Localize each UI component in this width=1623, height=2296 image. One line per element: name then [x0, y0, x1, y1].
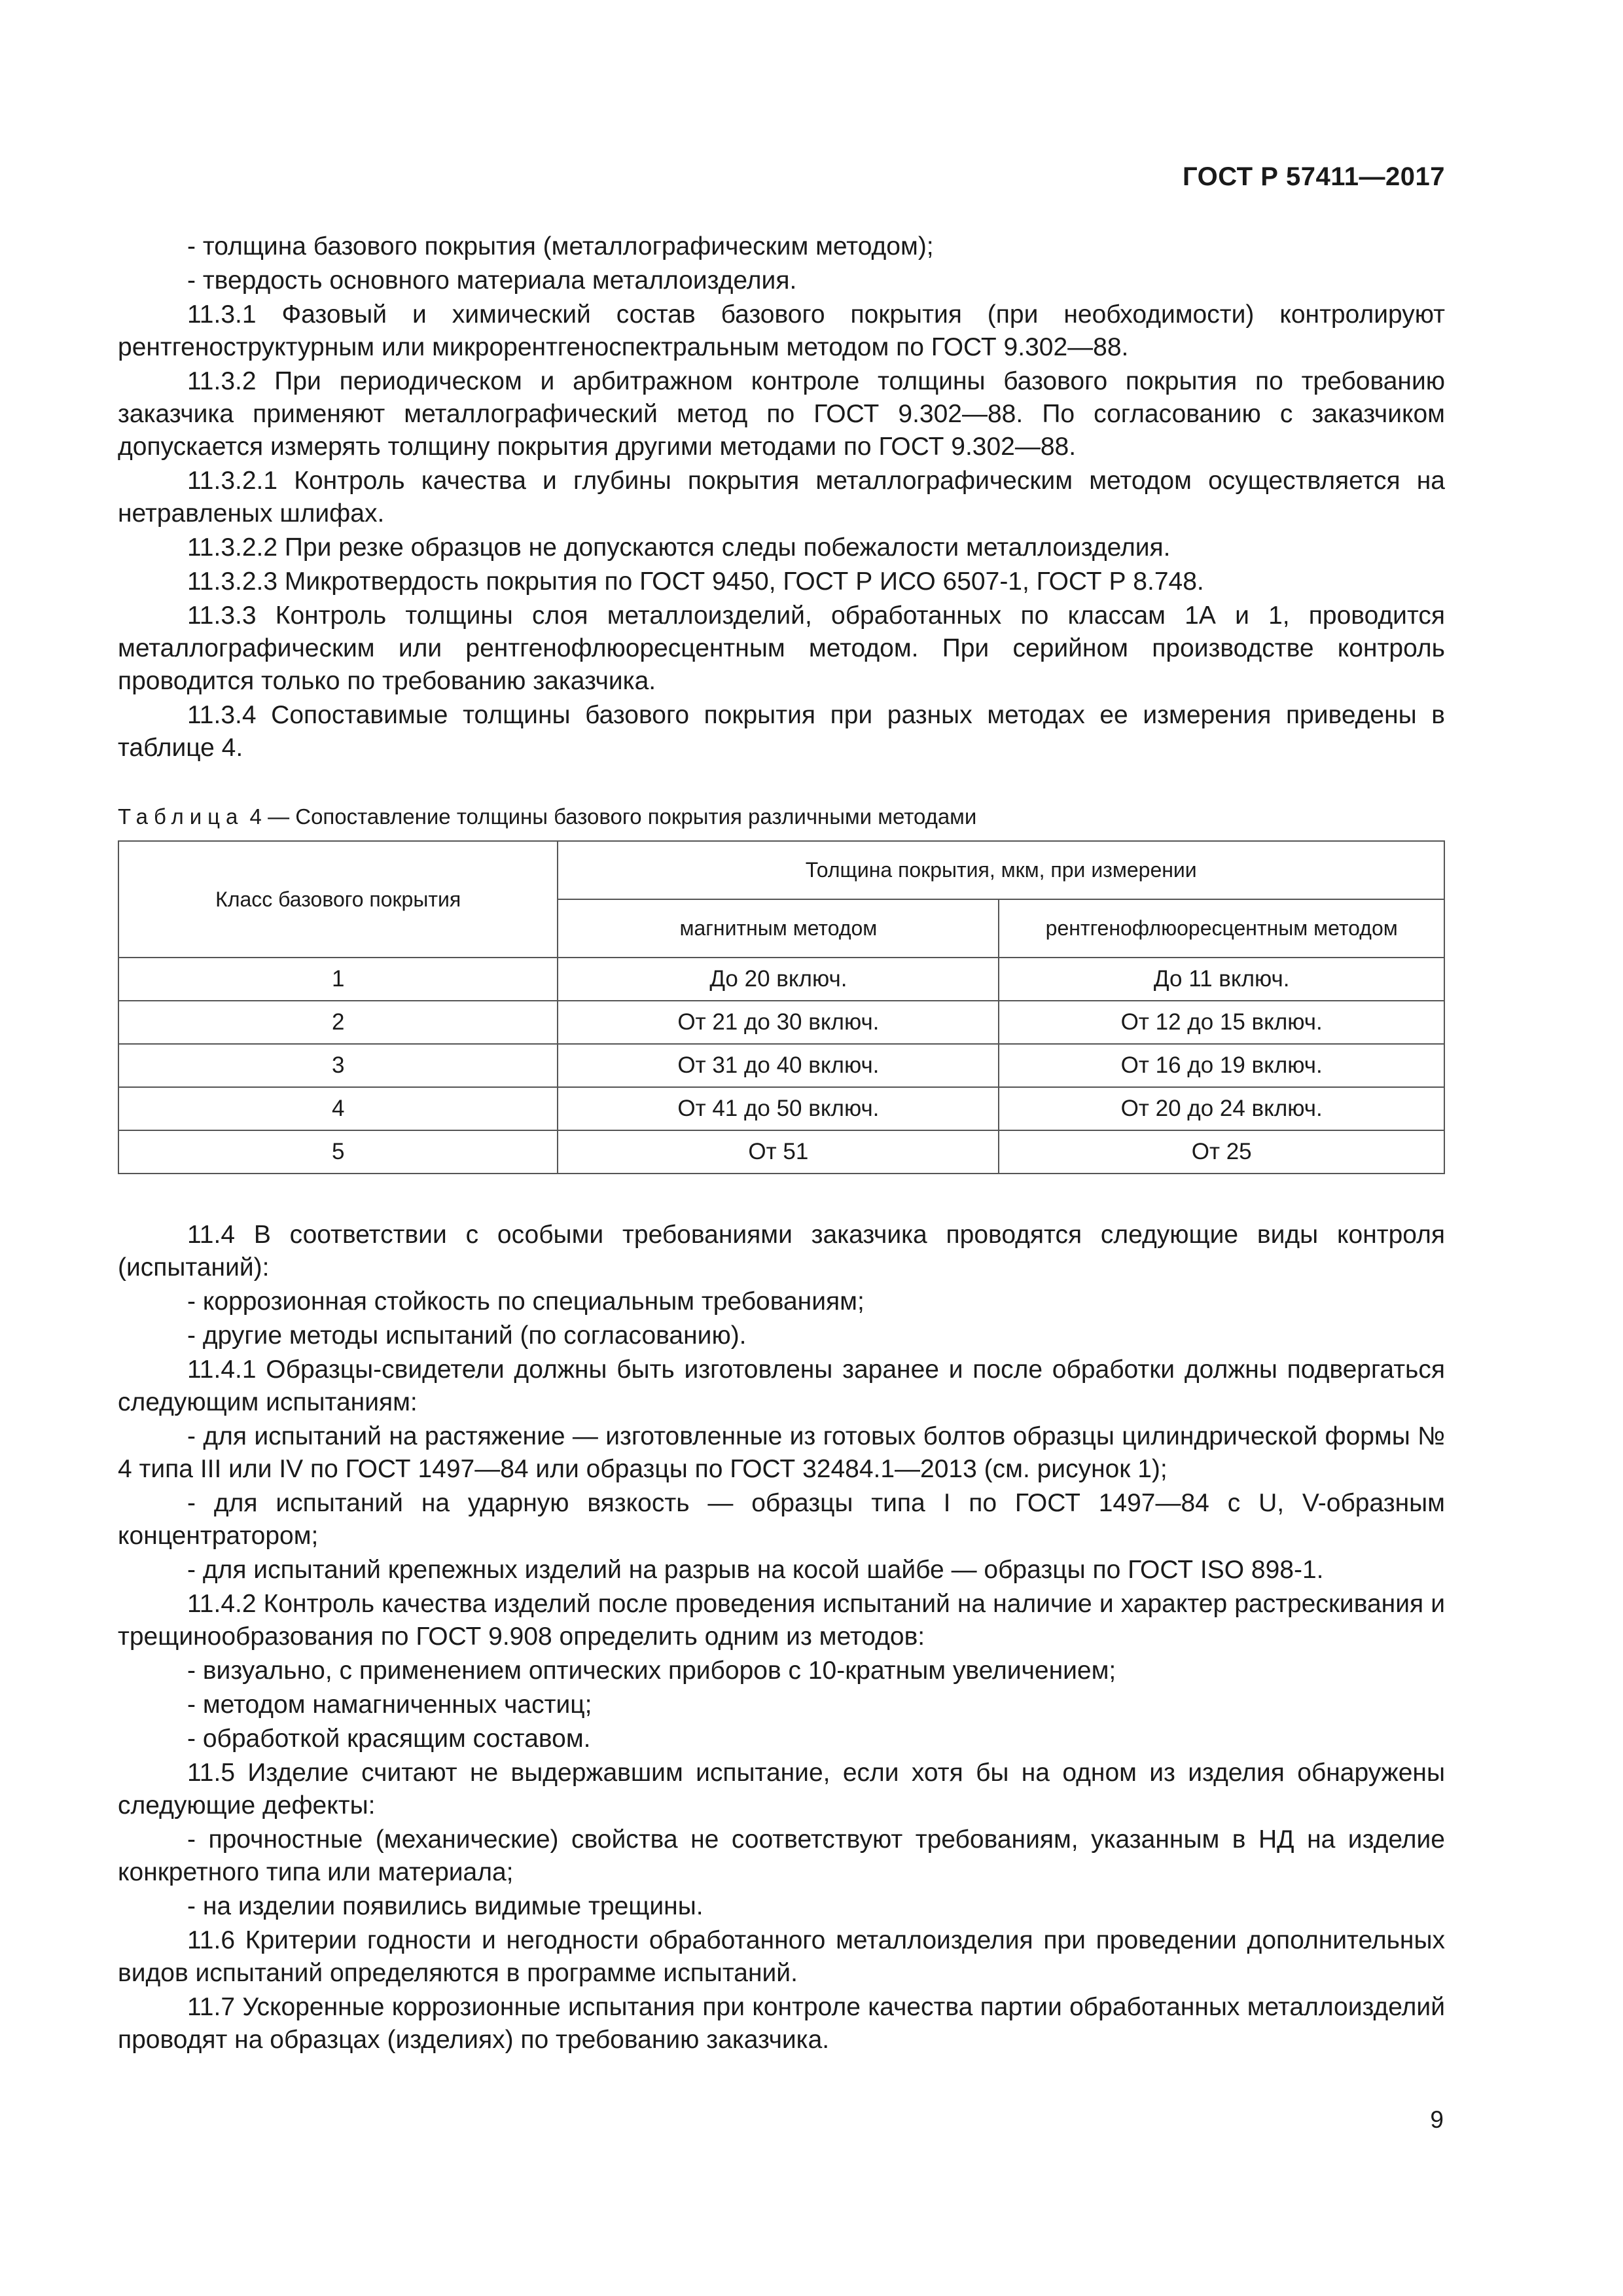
table-caption-word: Таблица [118, 804, 244, 829]
cell-magnetic: До 20 включ. [558, 958, 999, 1001]
paragraph: 11.7 Ускоренные коррозионные испытания при контроле качества партии обработанных металлоизделий проводят на образцах (изделиях) по требованию заказчика. [118, 1993, 1445, 2054]
paragraph: - методом намагниченных частиц; [187, 1691, 592, 1719]
paragraph: 11.3.2.1 Контроль качества и глубины покрытия металлографическим методом осуществляется на нетравленых шлифах. [118, 467, 1445, 528]
section-after-table [118, 1219, 1445, 2056]
cell-xrf: От 25 [999, 1130, 1444, 1174]
paragraph: 11.6 Критерии годности и негодности обработанного металлоизделия при проведении дополнительных видов испытаний определяются в программе испытаний. [118, 1926, 1445, 1987]
cell-xrf: До 11 включ. [999, 958, 1444, 1001]
paragraph: - для испытаний на ударную вязкость — образцы типа I по ГОСТ 1497—84 с U, V-образным концентратором; [118, 1489, 1445, 1550]
header-xrf: рентгенофлюоресцентным методом [999, 899, 1444, 958]
paragraph: 11.3.3 Контроль толщины слоя металлоизделий, обработанных по классам 1А и 1, проводится металлографическим или рентгенофлюоресцентным методом. При серийном производстве контроль проводится только по требованию заказчика. [118, 601, 1445, 695]
table-caption [118, 802, 1445, 831]
paragraph: - для испытаний крепежных изделий на разрыв на косой шайбе — образцы по ГОСТ ISO 898-1. [187, 1556, 1324, 1584]
coating-thickness-table [118, 840, 1445, 1174]
paragraph: - визуально, с применением оптических приборов с 10-кратным увеличением; [187, 1657, 1116, 1685]
table-row [118, 1001, 1444, 1044]
paragraph: 11.3.1 Фазовый и химический состав базового покрытия (при необходимости) контролируют рентгеноструктурным или микрорентгеноспектральным методом по ГОСТ 9.302—88. [118, 300, 1445, 361]
cell-xrf: От 12 до 15 включ. [999, 1001, 1444, 1044]
table-row [118, 1044, 1444, 1087]
paragraph: 11.3.2.2 При резке образцов не допускаются следы побежалости металлоизделия. [187, 533, 1171, 562]
table-row [118, 1130, 1444, 1174]
paragraph: - другие методы испытаний (по согласованию). [187, 1321, 747, 1350]
paragraph: - коррозионная стойкость по специальным требованиям; [187, 1287, 865, 1316]
cell-magnetic: От 41 до 50 включ. [558, 1087, 999, 1130]
cell-class: 3 [118, 1044, 558, 1087]
cell-xrf: От 20 до 24 включ. [999, 1087, 1444, 1130]
paragraph: - прочностные (механические) свойства не соответствуют требованиям, указанным в НД на изделие конкретного типа или материала; [118, 1825, 1445, 1886]
document-body [118, 230, 1445, 2058]
paragraph: 11.5 Изделие считают не выдержавшим испытание, если хотя бы на одном из изделия обнаружены следующие дефекты: [118, 1759, 1445, 1820]
paragraph: - на изделии появились видимые трещины. [187, 1892, 704, 1920]
cell-class: 1 [118, 958, 558, 1001]
cell-xrf: От 16 до 19 включ. [999, 1044, 1444, 1087]
cell-class: 5 [118, 1130, 558, 1174]
cell-magnetic: От 31 до 40 включ. [558, 1044, 999, 1087]
document-code: ГОСТ Р 57411—2017 [1183, 162, 1445, 191]
cell-class: 4 [118, 1087, 558, 1130]
header-magnetic: магнитным методом [558, 899, 999, 958]
paragraph: 11.4.2 Контроль качества изделий после проведения испытаний на наличие и характер растрескивания и трещинообразования по ГОСТ 9.908 определить одним из методов: [118, 1590, 1445, 1651]
paragraph: 11.4 В соответствии с особыми требованиями заказчика проводятся следующие виды контроля (испытаний): [118, 1221, 1445, 1282]
table-caption-text: 4 — Сопоставление толщины базового покрытия различными методами [243, 804, 977, 829]
table-row [118, 1087, 1444, 1130]
page-number: 9 [1430, 2106, 1444, 2133]
paragraph: - для испытаний на растяжение — изготовленные из готовых болтов образцы цилиндрической формы № 4 типа III или IV по ГОСТ 1497—84 или образцы по ГОСТ 32484.1—2013 (см. рисунок 1); [118, 1422, 1445, 1483]
header-thickness-group: Толщина покрытия, мкм, при измерении [558, 841, 1444, 899]
paragraph: 11.3.4 Сопоставимые толщины базового покрытия при разных методах ее измерения приведены в таблице 4. [118, 701, 1445, 762]
paragraph: 11.3.2.3 Микротвердость покрытия по ГОСТ 9450, ГОСТ Р ИСО 6507-1, ГОСТ Р 8.748. [187, 567, 1204, 596]
paragraph: - обработкой красящим составом. [187, 1725, 591, 1753]
paragraph: - толщина базового покрытия (металлографическим методом); [187, 232, 934, 260]
table-row [118, 958, 1444, 1001]
cell-class: 2 [118, 1001, 558, 1044]
header-class: Класс базового покрытия [118, 841, 558, 958]
paragraph: 11.3.2 При периодическом и арбитражном контроле толщины базового покрытия по требованию заказчика применяют металлографический метод по ГОСТ 9.302—88. По согласованию с заказчиком допускается измерять толщину покрытия другими методами по ГОСТ 9.302—88. [118, 367, 1445, 461]
paragraph: 11.4.1 Образцы-свидетели должны быть изготовлены заранее и после обработки должны подвергаться следующим испытаниям: [118, 1355, 1445, 1416]
paragraph: - твердость основного материала металлоизделия. [187, 266, 797, 295]
cell-magnetic: От 21 до 30 включ. [558, 1001, 999, 1044]
cell-magnetic: От 51 [558, 1130, 999, 1174]
